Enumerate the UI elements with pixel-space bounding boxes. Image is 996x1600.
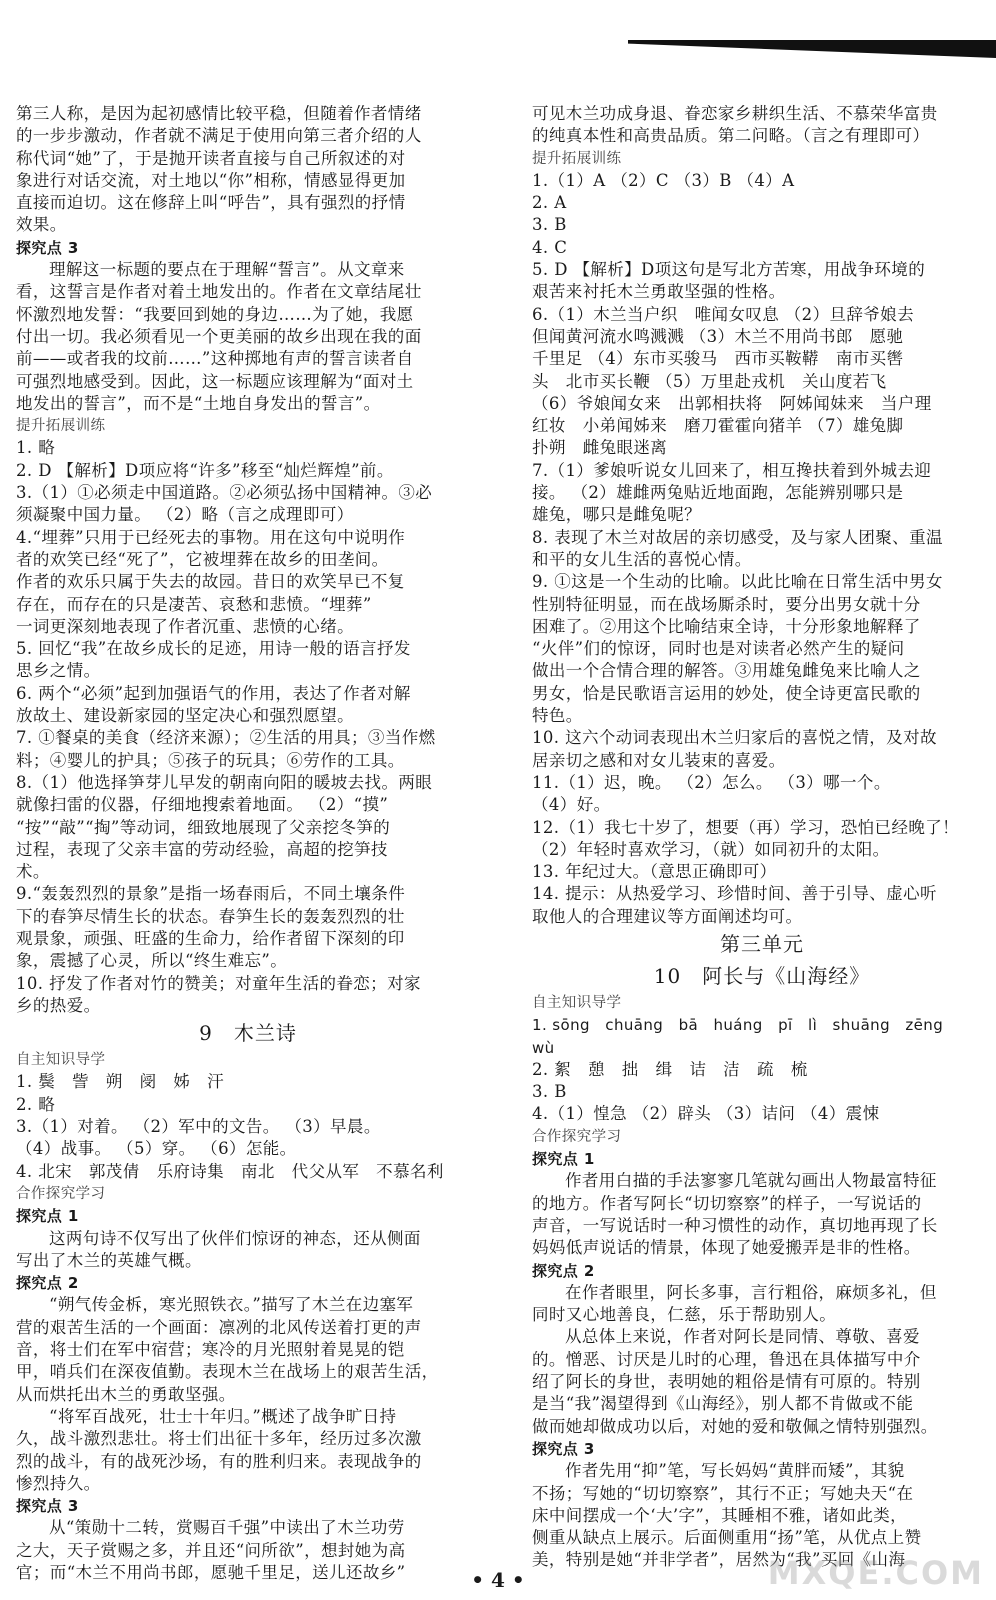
- text-line: 惨烈持久。: [16, 1473, 101, 1493]
- text-line: 料；④婴儿的护具；⑤孩子的玩具；⑥劳作的工具。: [16, 750, 405, 770]
- text-line: “按”“敲”“掏”等动词，细致地展现了父亲挖冬笋的: [16, 817, 391, 837]
- text-line: 床中间摆成一个‘大’字”，其睡相不雅，诸如此类，: [532, 1505, 908, 1525]
- text-line: 性别特征明显，而在战场厮杀时，要分出男女就十分: [532, 594, 921, 614]
- text-line: 9.“轰轰烈烈的景象”是指一场春雨后，不同土壤条件: [16, 884, 406, 904]
- watermark: MXQE.COM: [767, 1554, 984, 1592]
- text-line: （2）年轻时喜欢学习，（就）如同初升的太阳。: [532, 839, 890, 859]
- section-heading: 自主知识导学: [16, 1052, 106, 1069]
- text-line: 2. 略: [16, 1094, 56, 1114]
- text-line: “火伴”们的惊讶，同时也是对读者必然产生的疑问: [532, 639, 905, 659]
- text-line: 3. B: [532, 215, 567, 235]
- left-column: [16, 103, 480, 1584]
- text-line: 1. 略: [16, 438, 56, 458]
- text-line: 6. 两个“必须”起到加强语气的作用，表达了作者对解: [16, 683, 411, 703]
- text-line: 烈的战斗，有的战死沙场，有的胜利归来。表现战争的: [16, 1451, 422, 1471]
- text-line: 和平的女儿生活的喜悦心情。: [532, 549, 752, 569]
- text-line: 8.（1）他选择笋芽儿早发的朝南向阳的暖坡去找。两眼: [16, 772, 433, 792]
- section-heading: 合作探究学习: [532, 1128, 622, 1145]
- text-line: 作者先用“抑”笔，写长妈妈“黄胖而矮”，其貌: [565, 1461, 905, 1481]
- text-line: 久，战斗激烈悲壮。将士们出征十多年，经历过多次激: [16, 1429, 422, 1449]
- lesson-title: 10 阿长与《山海经》: [653, 963, 871, 988]
- text-line: 8. 表现了木兰对故居的亲切感受，及与家人团聚、重温: [532, 527, 943, 547]
- text-line: 的。憎恶、讨厌是儿时的心理，鲁迅在具体描写中介: [532, 1349, 921, 1369]
- text-line: 10. 抒发了作者对竹的赞美；对童年生活的眷恋；对家: [16, 973, 421, 993]
- text-line: 头 北市买长鞭 （5）万里赴戎机 关山度若飞: [532, 371, 887, 391]
- text-line: 术。: [16, 862, 50, 882]
- text-line: 5. 回忆“我”在故乡成长的足迹，用诗一般的语言抒发: [16, 639, 411, 659]
- text-line: 1.（1）A （2）C （3）B （4）A: [532, 170, 795, 190]
- text-line: 特色。: [532, 706, 583, 726]
- page-number: • 4 •: [471, 1568, 525, 1592]
- text-line: 从“策勋十二转，赏赐百千强”中读出了木兰功劳: [49, 1518, 405, 1538]
- text-line: 红妆 小弟闻姊来 磨刀霍霍向猪羊 （7）雄兔脚: [532, 416, 904, 436]
- text-line: 3.（1）对着。 （2）军中的文告。 （3）早晨。: [16, 1117, 381, 1137]
- text-line: 作者用白描的手法寥寥几笔就勾画出人物最富特征: [565, 1171, 937, 1191]
- text-line: “朔气传金柝，寒光照铁衣。”描写了木兰在边塞军: [49, 1295, 414, 1315]
- text-line: 接。 （2）雄雌两兔贴近地面跑，怎能辨别哪只是: [532, 483, 904, 503]
- text-line: 作者的欢乐只属于失去的故园。昔日的欢笑早已不复: [16, 572, 405, 592]
- point-heading: 探究点 1: [16, 1207, 79, 1226]
- text-line: 甲，哨兵们在深夜值勤。表现木兰在战场上的艰苦生活，: [16, 1362, 439, 1382]
- text-line: 一词更深刻地表现了作者沉重、悲愤的心绪。: [16, 616, 354, 636]
- text-line: 2. D 【解析】D项应将“许多”移至“灿烂辉煌”前。: [16, 460, 394, 480]
- text-line: 10. 这六个动词表现出木兰归家后的喜悦之情，及对故: [532, 728, 937, 748]
- text-line: 在作者眼里，阿长多事，言行粗俗，麻烦多礼，但: [565, 1282, 937, 1302]
- text-line: 的地方。作者写阿长“切切察察”的样子，一写说话的: [532, 1193, 922, 1213]
- point-heading: 探究点 2: [16, 1274, 79, 1293]
- text-line: 侧重从缺点上展示。后面侧重用“扬”笔，从优点上赞: [532, 1528, 922, 1548]
- text-line: 的纯真本性和高贵品质。第二问略。（言之有理即可）: [532, 126, 930, 146]
- text-line: 官；而“木兰不用尚书郎，愿驰千里足，送儿还故乡”: [16, 1563, 406, 1582]
- text-line: 可见木兰功成身退、眷恋家乡耕织生活、不慕荣华富贵: [532, 104, 938, 123]
- pinyin-line: wù: [532, 1038, 555, 1057]
- text-line: 7. ①餐桌的美食（经济来源）；②生活的用具；③当作燃: [16, 728, 436, 748]
- text-line: 看，这誓言是作者对着土地发出的。作者在文章结尾壮: [16, 282, 422, 302]
- text-line: 理解这一标题的要点在于理解“誓言”。从文章来: [49, 260, 405, 280]
- text-line: 观景象，顽强、旺盛的生命力，给作者留下深刻的印: [16, 928, 405, 948]
- text-line: 称代词“她”了，于是抛开读者直接与自己所叙述的对: [16, 148, 406, 168]
- text-line: 扑朔 雌兔眼迷离: [532, 438, 668, 458]
- text-line: 取他人的合理建议等方面阐述均可。: [532, 906, 803, 926]
- text-line: 14. 提示：从热爱学习、珍惜时间、善于引导、虚心听: [532, 884, 937, 904]
- text-line: 妈妈低声说话的情景，体现了她爱搬弄是非的性格。: [532, 1238, 921, 1258]
- text-line: 1. 鬓 訾 朔 阌 姊 汗: [16, 1072, 225, 1092]
- text-line: 3.（1）①必须走中国道路。②必须弘扬中国精神。③必: [16, 483, 433, 503]
- text-line: 前——或者我的坟前……”这种掷地有声的誓言读者自: [16, 349, 414, 369]
- text-line: 须凝聚中国力量。 （2）略（言之成理即可）: [16, 505, 354, 525]
- text-line: 付出一切。我必须看见一个更美丽的故乡出现在我的面: [16, 326, 422, 346]
- text-line: 做出一个合情合理的解答。③用雄兔雌兔来比喻人之: [532, 661, 921, 681]
- text-line: 2. A: [532, 193, 567, 213]
- text-line: 下的春笋尽情生长的状态。春笋生长的轰轰烈烈的壮: [16, 906, 405, 926]
- text-line: 6.（1）木兰当户织 唯闻女叹息 （2）旦辞爷娘去: [532, 304, 914, 324]
- text-line: 5. D 【解析】D项这句是写北方苦寒，用战争环境的: [532, 260, 926, 280]
- section-heading: 提升拓展训练: [16, 418, 106, 435]
- text-line: 男女，恰是民歌语言运用的妙处，使全诗更富民歌的: [532, 683, 921, 703]
- text-line: 象，震撼了心灵，所以“终生难忘”。: [16, 951, 288, 971]
- lesson-title: 第三单元: [720, 931, 804, 956]
- text-line: 2. 絮 憩 拙 缉 诘 洁 疏 梳: [532, 1059, 808, 1079]
- text-line: 居亲切之感和对女儿装束的喜爱。: [532, 750, 786, 770]
- text-line: 的一步步激动，作者就不满足于使用向第三者介绍的人: [16, 126, 422, 146]
- text-line: 千里足 （4）东市买骏马 西市买鞍鞯 南市买辔: [532, 349, 904, 369]
- text-line: 7.（1）爹娘听说女儿回来了，相互搀扶着到外城去迎: [532, 460, 932, 480]
- text-line: 之大，天子赏赐之多，并且还“问所欲”，想封她为高: [16, 1540, 406, 1560]
- text-line: 就像扫雷的仪器，仔细地搜索着地面。 （2）“摸”: [16, 795, 389, 815]
- point-heading: 探究点 2: [532, 1261, 595, 1280]
- text-line: 乡的热爱。: [16, 995, 101, 1015]
- text-line: 但闻黄河流水鸣溅溅 （3）木兰不用尚书郎 愿驰: [532, 326, 904, 346]
- text-line: 这两句诗不仅写出了伙伴们惊讶的神态，还从侧面: [49, 1228, 421, 1248]
- text-line: 怀激烈地发誓：“我要回到她的身边……为了她，我愿: [16, 304, 414, 324]
- point-heading: 探究点 3: [532, 1439, 595, 1458]
- text-line: 同时又心地善良，仁慈，乐于帮助别人。: [532, 1305, 837, 1325]
- text-line: 存在，而存在的只是凄苦、哀愁和悲愤。“埋葬”: [16, 594, 372, 614]
- text-line: 是当“我”渴望得到《山海经》，别人都不肯做或不能: [532, 1394, 914, 1414]
- text-line: （4）战事。 （5）穿。 （6）怎能。: [16, 1139, 297, 1159]
- text-line: 4.“埋葬”只用于已经死去的事物。用在这句中说明作: [16, 527, 406, 547]
- text-line: 不扬；写她的“切切察察”，其行不正；写她夬天“在: [532, 1483, 914, 1503]
- text-line: 声音，一写说话时一种习惯性的动作，真切地再现了长: [532, 1215, 938, 1235]
- text-line: 雄兔，哪只是雌兔呢？: [532, 505, 701, 525]
- text-line: 3. B: [532, 1082, 567, 1102]
- section-heading: 提升拓展训练: [532, 150, 622, 167]
- text-line: “将军百战死，壮士十年归。”概述了战争旷日持: [49, 1406, 397, 1426]
- text-line: 13. 年纪过大。（意思正确即可）: [532, 862, 777, 882]
- text-line: 营的艰苦生活的一个画面：凛冽的北风传送着打更的声: [16, 1317, 422, 1337]
- pinyin-line: 1. sōng chuāng bā huáng pī lì shuāng zēng: [532, 1016, 944, 1035]
- text-line: 第三人称，是因为起初感情比较平稳，但随着作者情绪: [16, 104, 422, 123]
- text-line: 4.（1）惶急 （2）辟头 （3）诘问 （4）震悚: [532, 1104, 880, 1124]
- text-line: 效果。: [16, 215, 67, 235]
- text-line: 9. ①这是一个生动的比喻。以此比喻在日常生活中男女: [532, 572, 943, 592]
- text-line: 象进行对话交流，对土地以“你”相称，情感显得更加: [16, 170, 406, 190]
- point-heading: 探究点 3: [16, 1497, 79, 1516]
- text-line: 4. C: [532, 237, 568, 257]
- text-line: 思乡之情。: [16, 661, 101, 681]
- text-line: 做而她却做成功以后，对她的爱和敬佩之情特别强烈。: [532, 1416, 938, 1436]
- text-line: 11.（1）迟，晚。 （2）怎么。 （3）哪一个。: [532, 772, 891, 792]
- point-heading: 探究点 3: [16, 238, 79, 257]
- header-bar-decoration: [628, 40, 996, 58]
- point-heading: 探究点 1: [532, 1150, 595, 1169]
- lesson-title: 9 木兰诗: [199, 1021, 297, 1046]
- text-line: 美，特别是她“并非学者”，居然为“我”买回《山海: [532, 1550, 906, 1570]
- text-line: 音，将士们在军中宿营；寒冷的月光照射着晃晃的铠: [16, 1340, 405, 1360]
- text-line: 写出了木兰的英雄气概。: [16, 1250, 202, 1270]
- text-line: 艰苦来衬托木兰勇敢坚强的性格。: [532, 282, 786, 302]
- text-line: （6）爷娘闻女来 出郭相扶将 阿姊闻妹来 当户理: [532, 393, 932, 413]
- text-line: 放故土、建设新家园的坚定决心和强烈愿望。: [16, 706, 354, 726]
- text-line: 从而烘托出木兰的勇敢坚强。: [16, 1384, 236, 1404]
- text-line: 从总体上来说，作者对阿长是同情、尊敬、喜爱: [565, 1327, 920, 1347]
- text-line: 者的欢笑已经“死了”，它被埋葬在故乡的田垄间。: [16, 549, 389, 569]
- text-line: 直接而迫切。这在修辞上叫“呼告”，具有强烈的抒情: [16, 193, 406, 213]
- section-heading: 自主知识导学: [532, 994, 622, 1011]
- text-line: 困难了。②用这个比喻结束全诗，十分形象地解释了: [532, 616, 921, 636]
- text-line: 可强烈地感受到。因此，这一标题应该理解为“面对土: [16, 371, 414, 391]
- text-line: 绍了阿长的身世，表明她的粗俗是情有可原的。特别: [532, 1372, 921, 1392]
- section-heading: 合作探究学习: [16, 1185, 106, 1202]
- text-line: 12.（1）我七十岁了，想要（再）学习，恐怕已经晚了！: [532, 817, 960, 837]
- text-line: 地发出的誓言”，而不是“土地自身发出的誓言”。: [16, 393, 381, 413]
- text-line: 4. 北宋 郭茂倩 乐府诗集 南北 代父从军 不慕名利: [16, 1161, 444, 1181]
- right-column: [532, 103, 992, 1572]
- text-line: 过程，表现了父亲丰富的劳动经验，高超的挖笋技: [16, 839, 388, 859]
- text-line: （4）好。: [532, 795, 611, 815]
